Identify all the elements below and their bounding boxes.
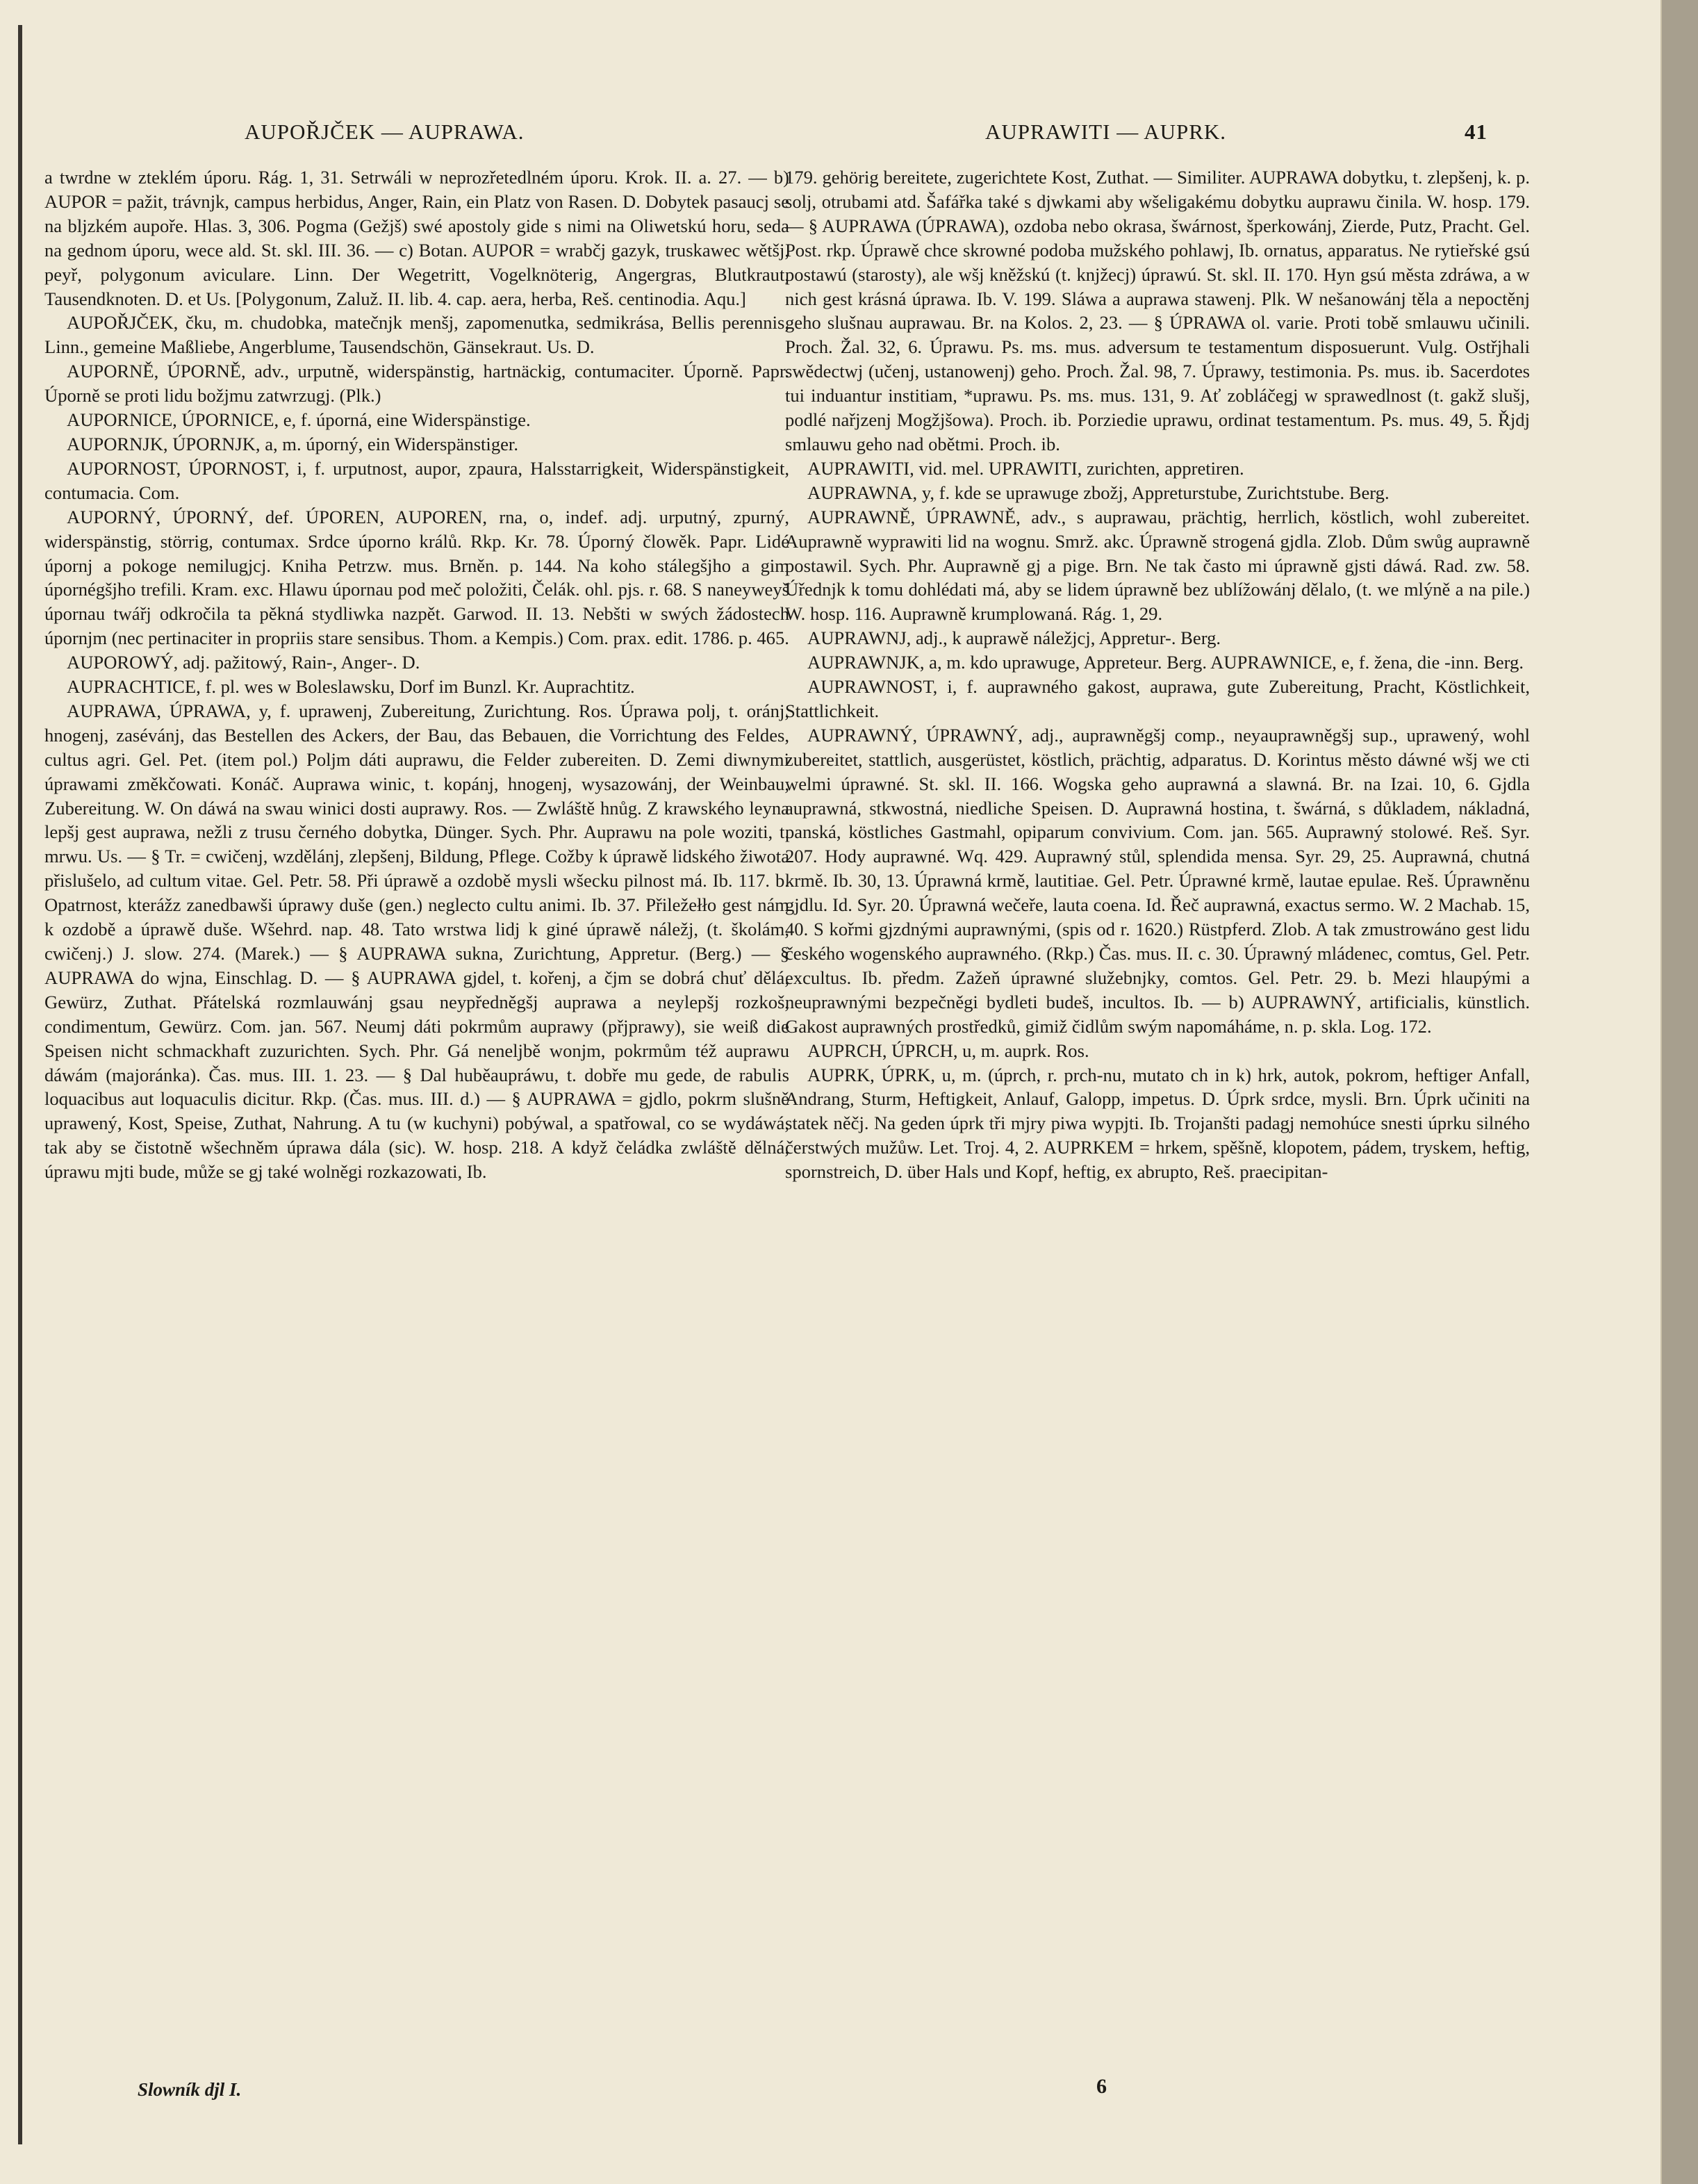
entry-paragraph: AUPRAWNJK, a, m. kdo uprawuge, Appreteur. Berg. AUPRAWNICE, e, f. žena, die -inn. Berg. xyxy=(807,652,1524,673)
entry-paragraph: AUPRAWNĚ, ÚPRAWNĚ, adv., s auprawau, prächtig, herrlich, köstlich, wohl zubereitet. Auprawně wyprawiti lid na wognu. Smrž. akc. Úprawně strogená gjdla. Zlob. Dům swůg auprawně postawil. Sych. Phr. Auprawně gj a pige. Brn. Ne tak často mi úprawně gjsti dáwá. Rad. zw. 58. Úřednjk k tomu dohlédati má, aby se lidem úprawně bez ublížowánj dělalo, (t. we mlýně a na pile.) W. hosp. 116. Auprawně krumplowaná. Rág. 1, 29. xyxy=(785,506,1530,625)
entry-paragraph: AUPRK, ÚPRK, u, m. (úprch, r. prch-nu, mutato ch in k) hrk, autok, pokrom, heftiger Anfall, Andrang, Sturm, Heftigkeit, Anlauf, Galopp, impetus. D. Úprk srdce, mysli. Brn. Úprk učiniti na statek něčj. Na geden úprk tři mjry piwa wypjti. Ib. Trojanšti padagj nemohúce snesti úprku silného čerstwých mužůw. Let. Troj. 4, 2. AUPRKEM = hrkem, spěšně, klopotem, pádem, tryskem, heftig, spornstreich, D. über Hals und Kopf, heftig, ex abrupto, Reš. praecipitan- xyxy=(785,1064,1530,1183)
entry-paragraph: AUPOŘJČEK, čku, m. chudobka, matečnjk menšj, zapomenutka, sedmikrása, Bellis perennis, Linn., gemeine Maßliebe, Angerblume, Tausendschön, Gänsekraut. Us. D. xyxy=(44,312,789,358)
entry-paragraph: AUPORNICE, ÚPORNICE, e, f. úporná, eine Widerspänstige. xyxy=(67,409,531,431)
entry-paragraph: AUPRAWITI, vid. mel. UPRAWITI, zurichten, appretiren. xyxy=(807,457,1244,479)
sheet-number: 6 xyxy=(1096,2075,1107,2098)
entry-paragraph: AUPORNJK, ÚPORNJK, a, m. úporný, ein Widerspänstiger. xyxy=(67,433,518,454)
entry-paragraph: AUPORNÝ, ÚPORNÝ, def. ÚPOREN, AUPOREN, rna, o, indef. adj. urputný, zpurný, widerspänstig, störrig, contumax. Srdce úporno králů. Rkp. Kr. 78. Úporný člowěk. Papr. Lidé úpornj a pokoge nemilugjcj. Kniha Petrzw. mus. Brněn. p. 144. Na koho stálegšjho a gim úpornégšjho trefili. Kram. exc. Hlawu úpornau pod meč položiti, Čelák. ohl. pjs. r. 68. S naneyweyš úpornau twářj odkročila ta pěkná stydliwka nazpět. Garwod. II. 13. Nebšti w swých žádostech úpornjm (nec pertinaciter in propriis stare sensibus. Thom. a Kempis.) Com. prax. edit. 1786. p. 465. xyxy=(44,506,789,649)
entry-paragraph: AUPRAWNOST, i, f. auprawného gakost, auprawa, gute Zubereitung, Pracht, Köstlichkeit, Stattlichkeit. xyxy=(785,676,1530,721)
left-column xyxy=(44,165,789,1184)
entry-paragraph: AUPOROWÝ, adj. pažitowý, Rain-, Anger-. D. xyxy=(67,652,420,673)
entry-paragraph: AUPRAWNJ, adj., k auprawě náležjcj, Appretur-. Berg. xyxy=(807,627,1221,649)
page-number: 41 xyxy=(1465,120,1487,144)
binding-edge xyxy=(18,25,22,2144)
entry-paragraph: a twrdne w zteklém úporu. Rág. 1, 31. Setrwáli w neprozřetedlném úporu. Krok. II. a. 27. — b) AUPOR = pažit, trávnjk, campus herbidus, Anger, Rain, ein Platz von Rasen. D. Dobytek pasaucj se na bljzkém aupoře. Hlas. 3, 306. Pogma (Gežjš) swé apostoly gide s nimi na Oliwetskú horu, seda na gednom úporu, wece ald. St. skl. III. 36. — c) Botan. AUPOR = wrabčj gazyk, truskawec wětšj, peyř, polygonum aviculare. Linn. Der Wegetritt, Vogelknöterig, Angergras, Blutkraut, Tausendknoten. D. et Us. [Polygonum, Zaluž. II. lib. 4. cap. aera, herba, Reš. centinodia. Aqu.] xyxy=(44,167,789,309)
right-column xyxy=(785,165,1530,1184)
running-head-right: AUPRAWITI — AUPRK. xyxy=(985,120,1227,144)
entry-paragraph: AUPRACHTICE, f. pl. wes w Boleslawsku, Dorf im Bunzl. Kr. Auprachtitz. xyxy=(67,676,635,698)
signature-mark: Slowník djl I. xyxy=(138,2079,242,2100)
entry-paragraph: AUPRAWNA, y, f. kde se uprawuge zbožj, Appreturstube, Zurichtstube. Berg. xyxy=(807,482,1390,503)
page-edge-shadow xyxy=(1662,0,1698,2184)
entry-paragraph: AUPRAWNÝ, ÚPRAWNÝ, adj., auprawněgšj comp., neyauprawněgšj sup., uprawený, wohl zubereitet, stattlich, ausgerüstet, köstlich, prächtig, adparatus. D. Korintus město dáwné wšj we cti welmi úprawné. St. skl. II. 166. Wogska geho auprawná a slawná. Br. na Izai. 10, 6. Gjdla auprawná, stkwostná, niedliche Speisen. D. Auprawná hostina, t. šwárná, s důkladem, nákladná, panská, köstliches Gastmahl, opiparum convivium. Com. jan. 565. Auprawný stolowé. Reš. Syr. 207. Hody auprawné. Wq. 429. Auprawný stůl, splendida mensa. Syr. 29, 25. Auprawná, chutná krmě. Ib. 30, 13. Úprawná krmě, lautitiae. Gel. Petr. Úprawné krmě, lautae epulae. Reš. Úprawněnu gjdlu. Id. Syr. 20. Úprawná wečeře, lauta coena. Id. Řeč auprawná, exactus sermo. W. 2 Machab. 15, 40. S kořmi gjzdnými auprawnými, (spis od r. 1620.) Rüstpferd. Zlob. A tak zmustrowáno gest lidu českého wogenského auprawného. (Rkp.) Čas. mus. II. c. 30. Úprawný mládenec, comtus, Gel. Petr. excultus. Ib. předm. Zažeň úprawné služebnjky, comtos. Gel. Petr. 29. b. Mezi hlaupými a neuprawnými bezpečněgi bydleti budeš, incultos. Ib. — b) AUPRAWNÝ, artificialis, künstlich. Gakost auprawných prostředků, gimiž čidlům swým napomáháme, n. p. skla. Log. 172. xyxy=(785,724,1530,1037)
running-head-left: AUPOŘJČEK — AUPRAWA. xyxy=(245,120,525,144)
entry-paragraph: AUPRCH, ÚPRCH, u, m. auprk. Ros. xyxy=(807,1040,1089,1061)
entry-paragraph: AUPRAWA, ÚPRAWA, y, f. uprawenj, Zubereitung, Zurichtung. Ros. Úprawa polj, t. oránj, hnogenj, zasévánj, das Bestellen des Ackers, der Bau, das Bebauen, die Vorrichtung des Feldes, cultus agri. Gel. Pet. (item pol.) Poljm dáti auprawu, die Felder zubereiten. D. Zemi diwnymi úprawami změkčowati. Konáč. Auprawa winic, t. kopánj, hnogenj, wysazowánj, der Weinbau, Zubereitung. W. On dáwá na swau winici dosti auprawy. Ros. — Zwláště hnůg. Z krawského leyna lepšj gest auprawa, nežli z trusu černého dobytka, Dünger. Sych. Phr. Auprawu na pole woziti, t. mrwu. Us. — § Tr. = cwičenj, wzdělánj, zlepšenj, Bildung, Pflege. Cožby k úprawě lidského žiwota přislušelo, ad cultum vitae. Gel. Petr. 58. Při úprawě a ozdobě mysli wšecku pilnost má. Ib. 117. b. Opatrnost, kterážz zanedbawši úprawy duše (gen.) neglecto cultu animi. Ib. 37. Přiležełło gest nám k ozdobě a úprawě duše. Wšehrd. nap. 48. Tato wrstwa lidj k giné úprawě náležj, (t. školám, cwičenj.) J. slow. 274. (Marek.) — § AUPRAWA sukna, Zurichtung, Appretur. (Berg.) — § AUPRAWA do wjna, Einschlag. D. — § AUPRAWA gjdel, t. kořenj, a čjm se dobrá chuť dělá, Gewürz, Zuthat. Přátelská rozmlauwánj gsau neypředněgšj auprawa a neylepšj rozkoš, condimentum, Gewürz. Com. jan. 567. Neumj dáti pokrmům auprawy (přjprawy), sie weiß die Speisen nicht schmackhaft zuzurichten. Sych. Phr. Gá neneljbě wonjm, pokrmům též auprawu dáwám (majoránka). Čas. mus. III. 1. 23. — § Dal huběaupráwu, t. dobře mu gede, de rabulis loquacibus aut loquaculis dicitur. Rkp. (Čas. mus. III. d.) — § AUPRAWA = gjdlo, pokrm slušně uprawený, Kost, Speise, Zuthat, Nahrung. A tu (w kuchyni) pobýwal, a spatřowal, co se wydáwá, tak aby se čistotně wšechněm úprawa dála (sic). W. hosp. 218. A když čeládka zwláště dělná, úprawu mjti bude, může se gj také wolněgi rozkazowati, Ib. xyxy=(44,700,789,1183)
entry-paragraph: 179. gehörig bereitete, zugerichtete Kost, Zuthat. — Similiter. AUPRAWA dobytku, t. zlepšenj, k. p. solj, otrubami atd. Šafářka také s djwkami aby wšeligakému dobytku auprawu činila. W. hosp. 179. — § AUPRAWA (ÚPRAWA), ozdoba nebo okrasa, šwárnost, šperkowánj, Zierde, Putz, Pracht. Gel. Post. rkp. Úprawě chce skrowné podoba mužského pohlawj, Ib. ornatus, apparatus. Ne rytieřské gsú postawú (starosty), ale wšj kněžskú (t. knjžecj) úprawú. St. skl. II. 170. Hyn gsú města zdráwa, a w nich gest krásná úprawa. Ib. V. 199. Sláwa a auprawa stawenj. Plk. W nešanowánj těla a nepoctěnj geho slušnau auprawau. Br. na Kolos. 2, 23. — § ÚPRAWA ol. varie. Proti tobě smlauwu učinili. Proch. Žal. 32, 6. Úprawu. Ps. ms. mus. adversum te testamentum disposuerunt. Vulg. Ostřjhali swědectwj (učenj, ustanowenj) geho. Proch. Žal. 98, 7. Úprawy, testimonia. Ps. mus. ib. Sacerdotes tui induantur institiam, *uprawu. Ps. ms. mus. 131, 9. Ať zobláčegj w sprawedlnost (t. gakž slušj, podlé nařjzenj Mogžjšowa). Proch. ib. Porziedie uprawu, ordinat testamentum. Ps. mus. 49, 5. Řjdj smlauwu geho nad obětmi. Proch. ib. xyxy=(785,167,1530,454)
entry-paragraph: AUPORNOST, ÚPORNOST, i, f. urputnost, aupor, zpaura, Halsstarrigkeit, Widerspänstigkeit, contumacia. Com. xyxy=(44,457,789,503)
entry-paragraph: AUPORNĚ, ÚPORNĚ, adv., urputně, widerspänstig, hartnäckig, contumaciter. Úporně. Papr. Úporně se proti lidu božjmu zatwrzugj. (Plk.) xyxy=(44,361,789,407)
